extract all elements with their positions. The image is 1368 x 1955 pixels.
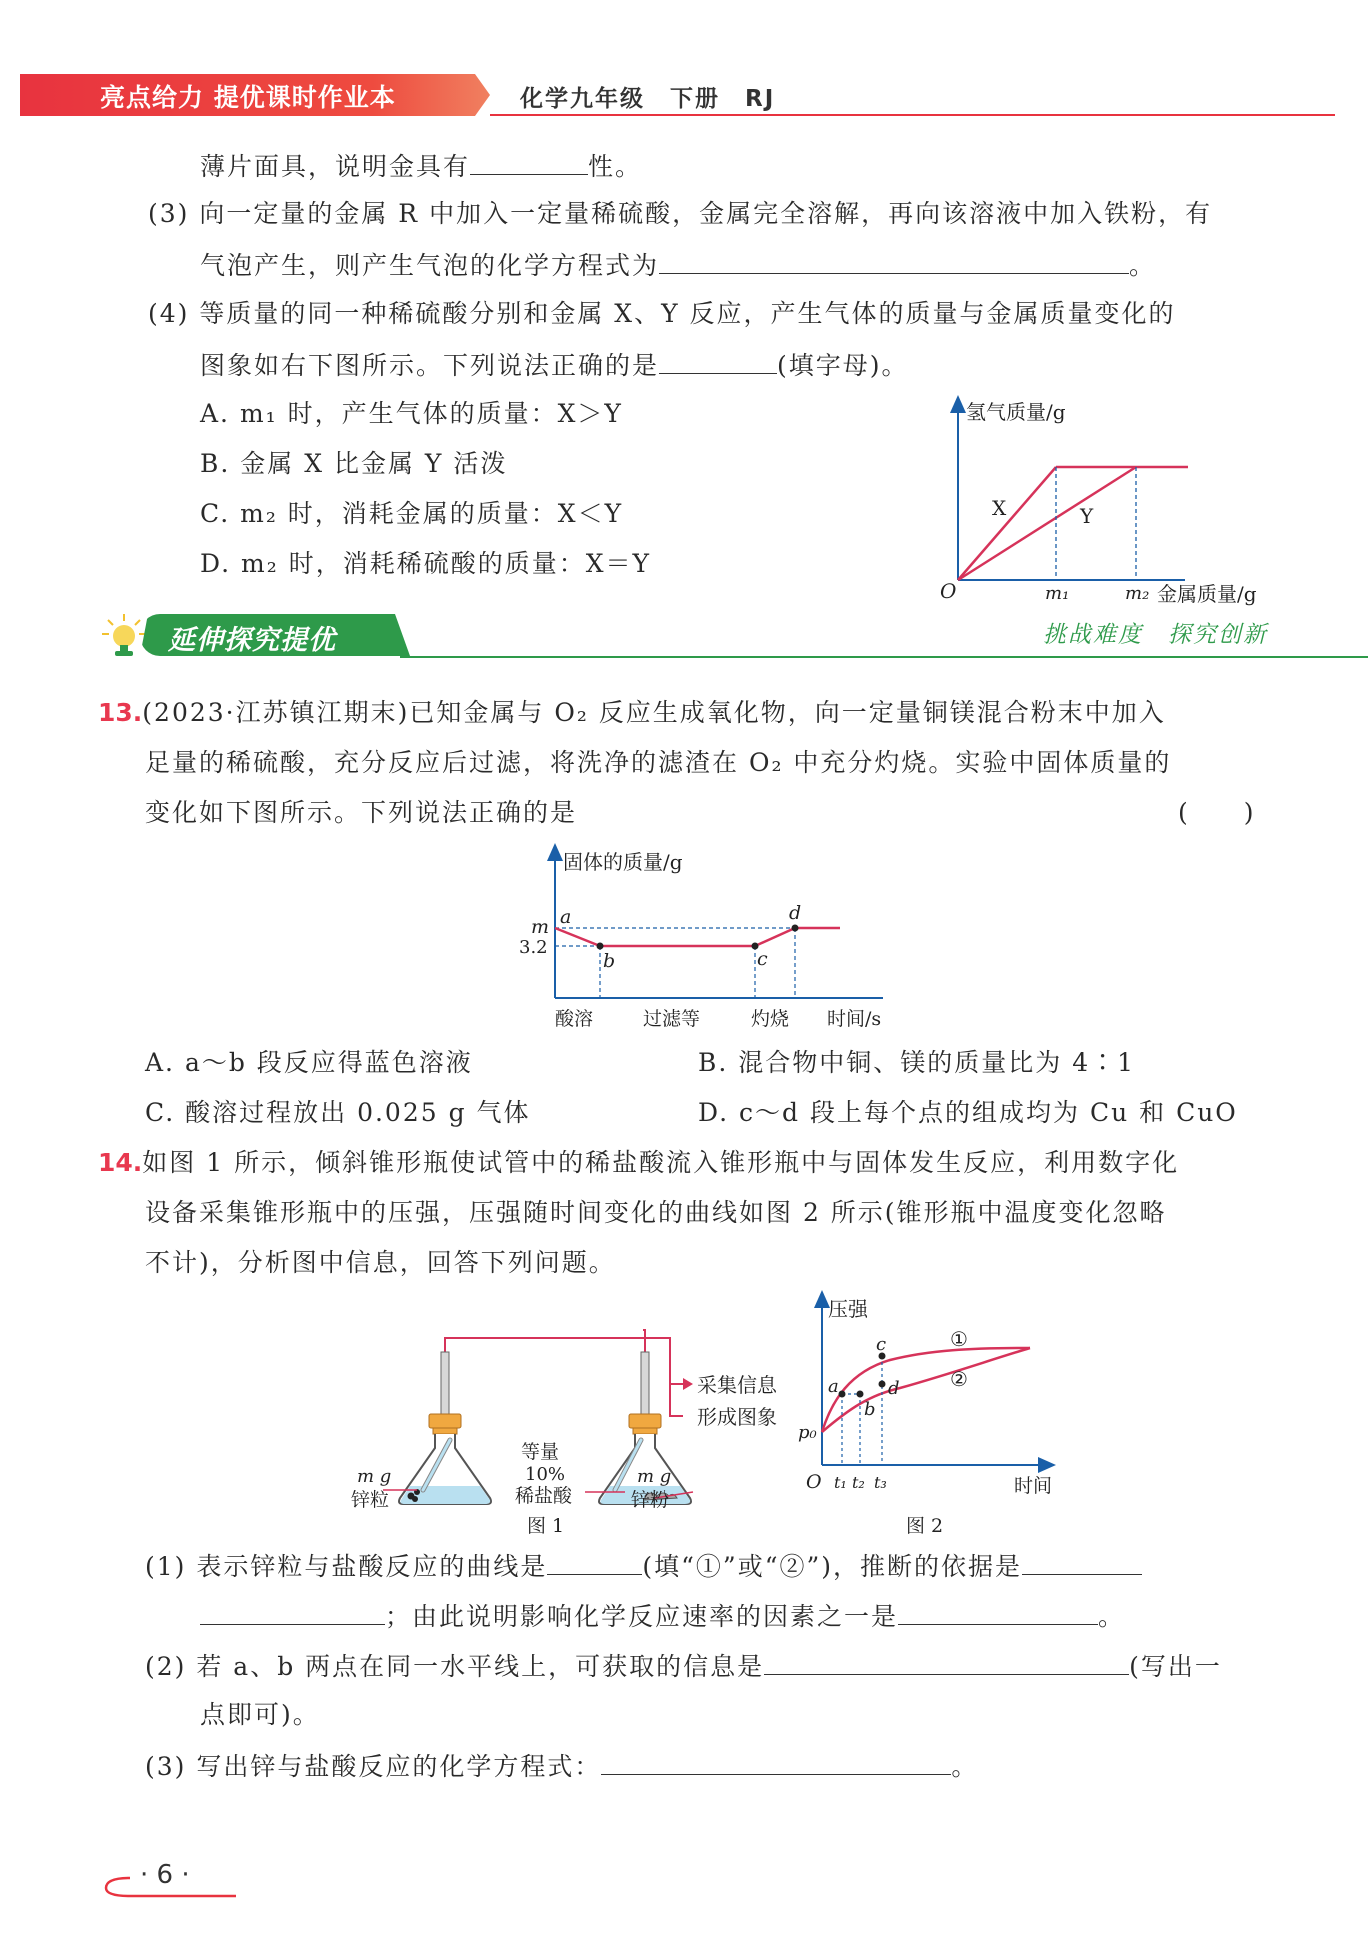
answer-blank[interactable] [470, 148, 588, 175]
trophy-icon [100, 612, 148, 660]
q12-option-d: D. m₂ 时，消耗稀硫酸的质量：X＝Y [200, 549, 652, 578]
x-axis-label: 时间/s [827, 1008, 882, 1030]
q12-line-continued [200, 148, 642, 184]
q13-answer-paren[interactable]: ( ) [1178, 798, 1256, 827]
q14-line1-text: 如图 1 所示，倾斜锥形瓶使试管中的稀盐酸流入锥形瓶中与固体发生反应，利用数字化 [142, 1148, 1180, 1177]
origin-label: O [806, 1471, 822, 1493]
q12-part4-line2 [200, 347, 909, 383]
series-y-line [958, 467, 1136, 580]
curve-2 [822, 1348, 1030, 1432]
answer-blank[interactable] [659, 347, 777, 374]
q13-option-b: B. 混合物中铜、镁的质量比为 4∶1 [698, 1048, 1136, 1077]
series-y-label: Y [1080, 504, 1094, 528]
q12-part3-line2-end: 。 [1129, 251, 1157, 280]
point-b [597, 943, 604, 950]
t2-label: t₂ [852, 1473, 865, 1492]
q14-line1 [98, 1146, 1179, 1180]
q12-part4-line2-end: (填字母)。 [777, 351, 909, 380]
q13-option-a: A. a～b 段反应得蓝色溶液 [145, 1048, 473, 1077]
left-mass-label: m g [357, 1466, 392, 1487]
signal-wire [645, 1338, 683, 1384]
q14-line3: 不计)，分析图中信息，回答下列问题。 [145, 1248, 616, 1277]
curve-1-label: ① [950, 1327, 968, 1351]
q14-part1-line2 [200, 1598, 1125, 1634]
curve-2-label: ② [950, 1367, 968, 1391]
equal-label: 等量 [521, 1441, 560, 1463]
origin-label: O [940, 579, 957, 603]
m1-label: m₁ [1045, 583, 1070, 604]
figure1-caption: 图 1 [527, 1515, 565, 1537]
left-flask [399, 1352, 491, 1504]
a-label: a [560, 906, 572, 928]
y-axis-label: 固体的质量/g [563, 850, 683, 874]
page-header [20, 74, 1335, 116]
q13-graph [515, 843, 900, 1038]
y-axis-label: 压强 [828, 1297, 868, 1321]
q14-part2-text: (2) 若 a、b 两点在同一水平线上，可获取的信息是 [145, 1652, 765, 1681]
q14-part1-line2-text: ；由此说明影响化学反应速率的因素之一是 [385, 1602, 899, 1631]
series-x-line [958, 467, 1056, 580]
q14-part1-line2-end: 。 [1098, 1602, 1126, 1631]
q13-line1 [98, 696, 1166, 730]
series-x-label: X [992, 496, 1007, 520]
answer-blank[interactable] [547, 1548, 642, 1575]
q12-option-c: C. m₂ 时，消耗金属的质量：X＜Y [200, 499, 624, 528]
q12-part4-line2-text: 图象如右下图所示。下列说法正确的是 [200, 351, 660, 380]
answer-blank[interactable] [200, 1598, 385, 1625]
q14-figure2 [790, 1290, 1090, 1540]
zinc-granule-label: 锌粒 [351, 1489, 390, 1511]
answer-blank[interactable] [659, 247, 1129, 274]
q13-line3: 变化如下图所示。下列说法正确的是 [145, 798, 578, 827]
q12-graph [930, 395, 1290, 610]
q12-line-continued-text: 薄片面具，说明金具有 [200, 152, 471, 181]
d-label: d [789, 902, 802, 924]
t1-label: t₁ [834, 1473, 847, 1492]
q14-part1-text: (1) 表示锌粒与盐酸反应的曲线是 [145, 1552, 548, 1581]
q12-part3-line1: (3) 向一定量的金属 R 中加入一定量稀硫酸，金属完全溶解，再向该溶液中加入铁粉，有 [148, 199, 1213, 228]
header-divider [490, 114, 1335, 116]
right-mass-label: m g [637, 1466, 672, 1487]
y-axis-label: 氢气质量/g [966, 400, 1066, 424]
page-number: · 6 · [140, 1860, 190, 1890]
section-title: 延伸探究提优 [168, 625, 336, 656]
q14-figure1 [345, 1320, 777, 1538]
point-a [839, 1391, 846, 1398]
mass-curve [555, 928, 840, 946]
t3-label: t₃ [874, 1473, 887, 1492]
section-header [100, 612, 1268, 660]
m-label: m [531, 916, 550, 938]
b-label: b [864, 1399, 876, 1420]
q14-part2-end: (写出一 [1129, 1652, 1222, 1681]
c-label: c [876, 1334, 887, 1355]
subject-label: 化学九年级 下册 RJ [520, 86, 776, 112]
q14-part3-end: 。 [951, 1752, 979, 1781]
q13-option-c: C. 酸溶过程放出 0.025 g 气体 [145, 1098, 531, 1127]
q14-part2-line2: 点即可)。 [200, 1700, 320, 1729]
q12-line-continued-end: 性。 [588, 152, 643, 181]
form-graph-label: 形成图象 [697, 1405, 777, 1429]
x-axis-label: 金属质量/g [1157, 582, 1257, 606]
series-title: 亮点给力 提优课时作业本 [100, 83, 396, 112]
point-b [857, 1391, 864, 1398]
q14-part1-line1 [145, 1548, 1142, 1584]
d-label: d [888, 1378, 900, 1399]
dilute-hcl-label: 稀盐酸 [515, 1485, 573, 1507]
stage-filter-label: 过滤等 [643, 1008, 701, 1030]
q12-part4-line1: (4) 等质量的同一种稀硫酸分别和金属 X、Y 反应，产生气体的质量与金属质量变化的 [148, 299, 1176, 328]
q12-part3-line2 [200, 247, 1156, 283]
stage-acid-label: 酸溶 [555, 1008, 594, 1030]
section-tagline: 挑战难度 探究创新 [1043, 622, 1268, 648]
q12-option-a: A. m₁ 时，产生气体的质量：X＞Y [200, 399, 623, 428]
q14-part3-text: (3) 写出锌与盐酸反应的化学方程式： [145, 1752, 602, 1781]
answer-blank[interactable] [764, 1648, 1129, 1675]
signal-arrow [683, 1378, 693, 1390]
c-label: c [757, 948, 768, 970]
answer-blank[interactable] [601, 1748, 951, 1775]
q13-line2: 足量的稀硫酸，充分反应后过滤，将洗净的滤渣在 O₂ 中充分灼烧。实验中固体质量的 [145, 748, 1172, 777]
x-axis-label: 时间 [1014, 1475, 1053, 1497]
q14-part2-line1 [145, 1648, 1222, 1684]
q12-part3-line2-text: 气泡产生，则产生气泡的化学方程式为 [200, 251, 660, 280]
p0-label: p₀ [798, 1422, 817, 1443]
q14-part1-mid: (填“①”或“②”)，推断的依据是 [642, 1552, 1023, 1581]
zinc-powder-label: 锌粉 [631, 1489, 670, 1511]
concentration-label: 10% [525, 1464, 566, 1485]
a-label: a [828, 1376, 839, 1397]
b-label: b [603, 950, 616, 972]
q13-number: 13. [98, 698, 143, 727]
connecting-wire [445, 1338, 645, 1352]
point-d [792, 925, 799, 932]
collect-info-label: 采集信息 [697, 1373, 777, 1397]
q12-option-b: B. 金属 X 比金属 Y 活泼 [200, 449, 508, 478]
figure2-caption: 图 2 [906, 1515, 944, 1537]
q13-line1-text: (2023·江苏镇江期末)已知金属与 O₂ 反应生成氧化物，向一定量铜镁混合粉末中加入 [142, 698, 1166, 727]
q14-number: 14. [98, 1148, 143, 1177]
curve-1 [822, 1348, 1030, 1432]
stage-burn-label: 灼烧 [751, 1008, 790, 1030]
answer-blank[interactable] [898, 1598, 1098, 1625]
v32-label: 3.2 [519, 937, 548, 958]
point-d [879, 1381, 886, 1388]
answer-blank[interactable] [1022, 1548, 1142, 1575]
q13-option-d: D. c～d 段上每个点的组成均为 Cu 和 CuO [698, 1098, 1238, 1127]
section-divider [400, 656, 1368, 658]
q14-part3 [145, 1748, 978, 1784]
m2-label: m₂ [1125, 583, 1150, 604]
q14-line2: 设备采集锥形瓶中的压强，压强随时间变化的曲线如图 2 所示(锥形瓶中温度变化忽略 [145, 1198, 1167, 1227]
